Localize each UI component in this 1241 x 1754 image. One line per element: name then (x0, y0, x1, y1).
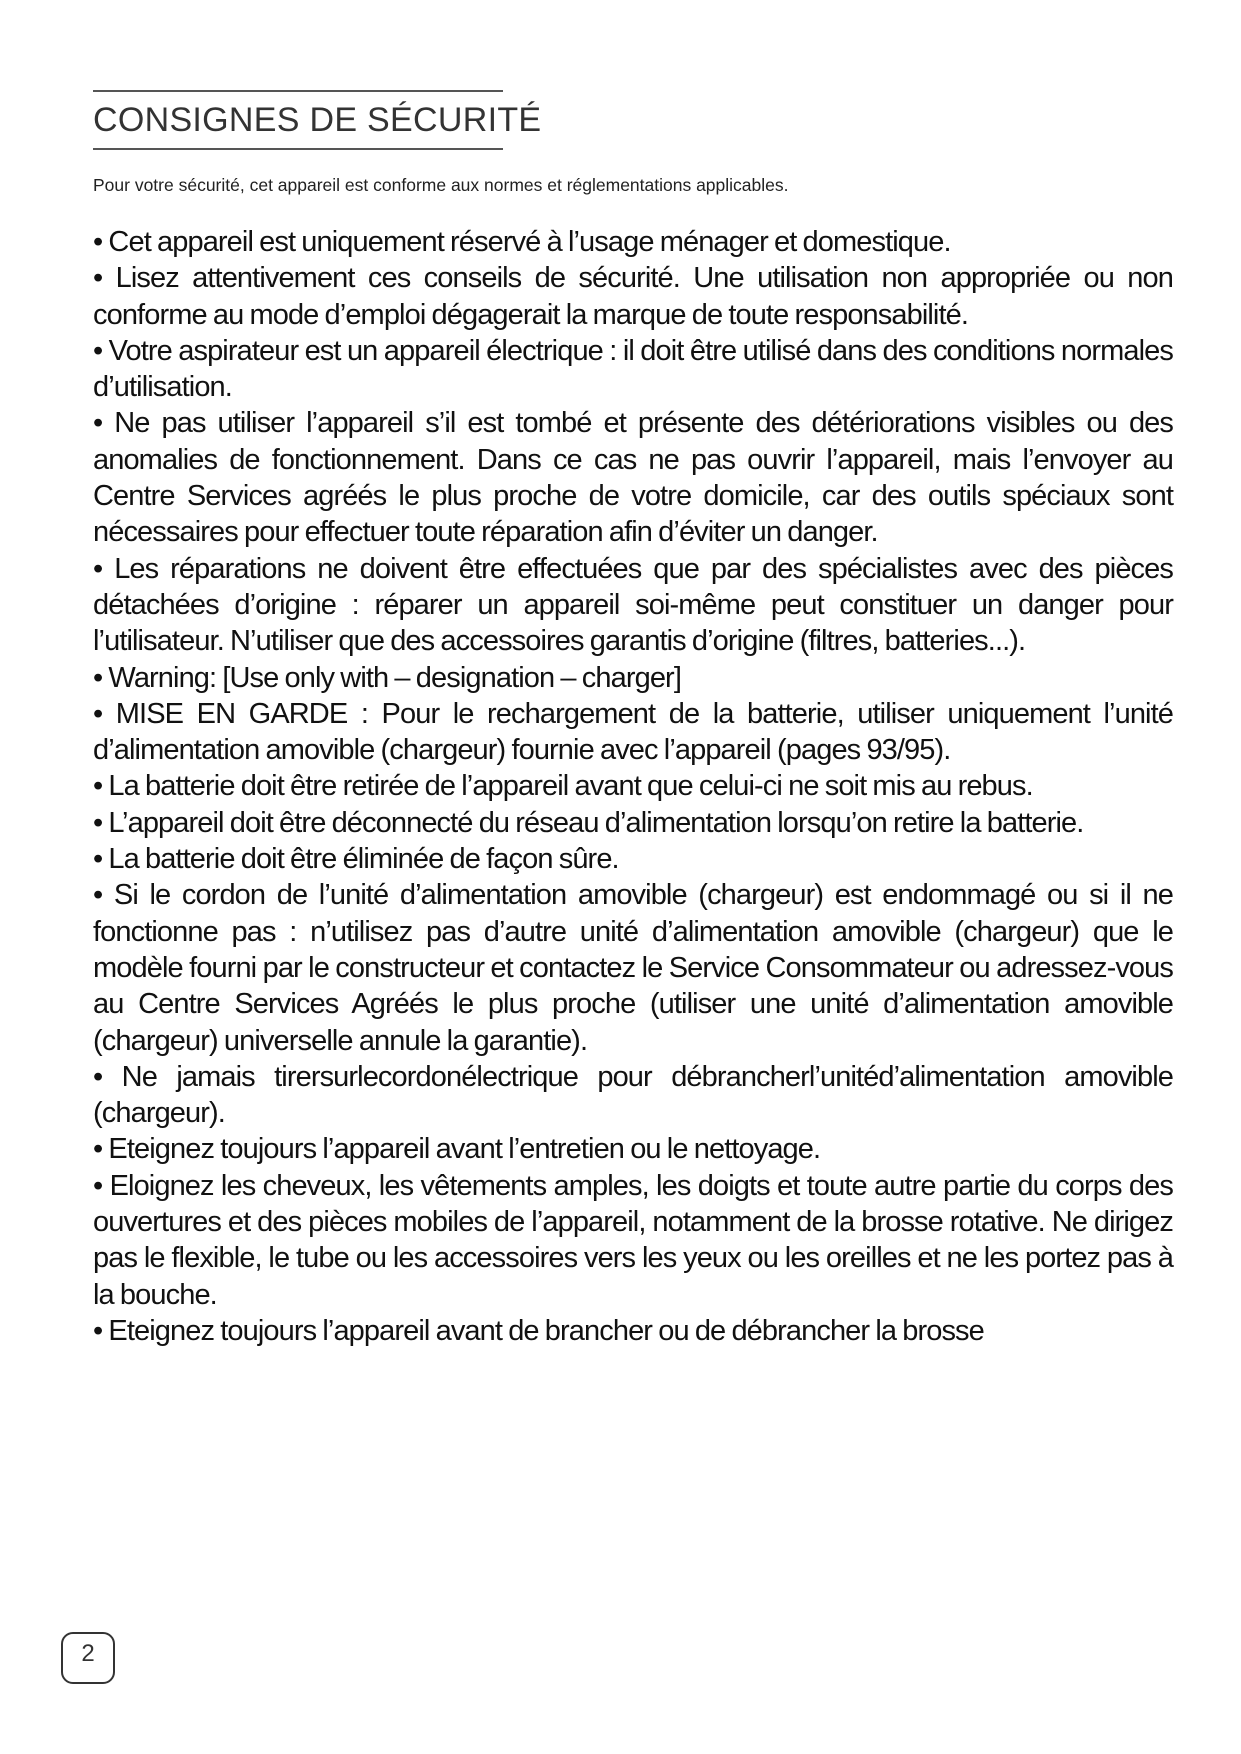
safety-item: • Si le cordon de l’unité d’alimentation amovible (chargeur) est endommagé ou si il ne fonctionne pas : n’utilisez pas d’autre unité d’alimentation amovible (chargeur) que le modèle fourni par le constructeur et contactez le Service Consommateur ou adressez-vous au Centre Services Agréés le plus proche (utiliser une unité d’alimentation amovible (chargeur) universelle annule la garantie). (93, 877, 1173, 1058)
safety-item: • Lisez attentivement ces conseils de sécurité. Une utilisation non appropriée ou non conforme au mode d’emploi dégagerait la marque de toute responsabilité. (93, 260, 1173, 333)
page-number-box (61, 1632, 115, 1684)
section-heading-block (93, 90, 542, 150)
safety-item: • Eteignez toujours l’appareil avant de brancher ou de débrancher la brosse (93, 1313, 1173, 1349)
intro-text: Pour votre sécurité, cet appareil est conforme aux normes et réglementations applicables. (93, 175, 789, 195)
safety-item: • La batterie doit être éliminée de façon sûre. (93, 841, 1173, 877)
safety-item: • Ne jamais tirersurlecordonélectrique pour débrancherl’unitéd’alimentation amovible (chargeur). (93, 1059, 1173, 1132)
safety-item: • Eteignez toujours l’appareil avant l’entretien ou le nettoyage. (93, 1131, 1173, 1167)
safety-item: • Ne pas utiliser l’appareil s’il est tombé et présente des détériorations visibles ou des anomalies de fonctionnement. Dans ce cas ne pas ouvrir l’appareil, mais l’envoyer au Centre Services agréés le plus proche de votre domicile, car des outils spéciaux sont nécessaires pour effectuer toute réparation afin d’éviter un danger. (93, 405, 1173, 550)
safety-item: • Eloignez les cheveux, les vêtements amples, les doigts et toute autre partie du corps des ouvertures et des pièces mobiles de l’appareil, notamment de la brosse rotative. Ne dirigez pas le flexible, le tube ou les accessoires vers les yeux ou les oreilles et ne les portez pas à la bouche. (93, 1168, 1173, 1313)
safety-item: • Warning: [Use only with – designation – charger] (93, 660, 1173, 696)
safety-item: • Cet appareil est uniquement réservé à l’usage ménager et domestique. (93, 224, 1173, 260)
safety-list (93, 224, 1173, 1349)
safety-item: • MISE EN GARDE : Pour le rechargement de la batterie, utiliser uniquement l’unité d’alimentation amovible (chargeur) fournie avec l’appareil (pages 93/95). (93, 696, 1173, 769)
safety-item: • Votre aspirateur est un appareil électrique : il doit être utilisé dans des conditions normales d’utilisation. (93, 333, 1173, 406)
safety-item: • L’appareil doit être déconnecté du réseau d’alimentation lorsqu’on retire la batterie. (93, 805, 1173, 841)
safety-item: • Les réparations ne doivent être effectuées que par des spécialistes avec des pièces détachées d’origine : réparer un appareil soi-même peut constituer un danger pour l’utilisateur. N’utiliser que des accessoires garantis d’origine (filtres, batteries...). (93, 551, 1173, 660)
page-number: 2 (81, 1640, 95, 1667)
page-title: CONSIGNES DE SÉCURITÉ (93, 101, 542, 139)
safety-item: • La batterie doit être retirée de l’appareil avant que celui-ci ne soit mis au rebus. (93, 768, 1173, 804)
